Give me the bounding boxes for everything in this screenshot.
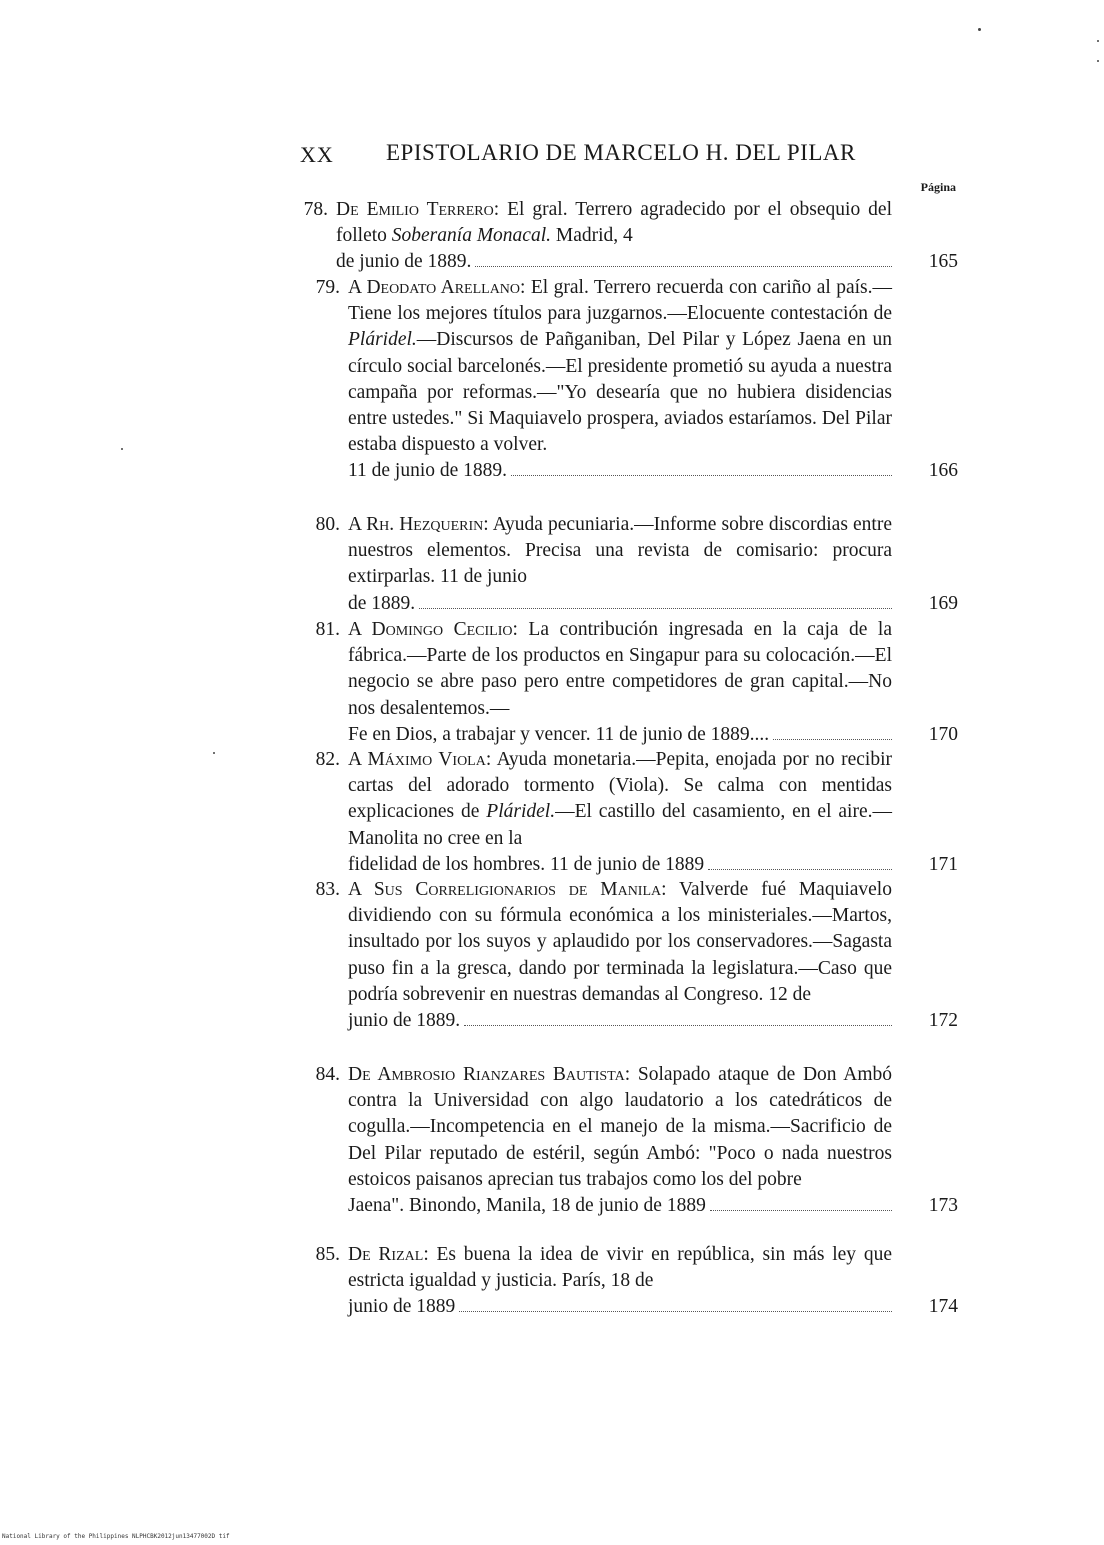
toc-entry [298, 877, 958, 1034]
entry-summary: : Ayuda monetaria.—Pepita, enojada por no recibir cartas del adorado tormento (Viola). Se calma con mentidas explicaciones de [348, 749, 892, 823]
toc-entry [298, 1242, 958, 1321]
entry-direction: De [348, 1064, 378, 1085]
entry-body [348, 877, 892, 1034]
italic-title: Pláridel. [486, 801, 556, 823]
entry-number: 79. [315, 277, 340, 298]
page-number: 165 [928, 251, 958, 273]
entry-date: Jaena". Binondo, Manila, 18 de junio de 1889 [348, 1195, 706, 1217]
entry-body [348, 512, 892, 617]
entry-summary: Madrid, 4 [551, 225, 633, 247]
entry-date: Fe en Dios, a trabajar y vencer. 11 de junio de 1889.... [348, 723, 770, 745]
page-column-label: Página [920, 180, 956, 194]
entry-direction: A [348, 749, 368, 770]
entry-direction: A [348, 514, 367, 535]
entry-number: 85. [315, 1244, 340, 1265]
toc-entry [298, 512, 958, 617]
entry-summary: : La contribución ingresada en la caja de la fábrica.—Parte de los productos en Singapur para su colocación.—El negocio se abre paso pero entre competidores de gran capital.—No nos desalentemos.— [348, 619, 892, 719]
correspondent-name: Ambrosio Rianzares Bautista [377, 1064, 625, 1085]
dot-leader [464, 1025, 892, 1026]
dot-leader [419, 608, 892, 609]
scan-speck [978, 28, 981, 31]
entry-summary: : Valverde fué Maquiavelo dividiendo con su fórmula económica a los ministeriales.—Martos, insultado por los suyos y aplaudido por los conservadores.—Sagasta puso fin a la gresca, dando por terminada la legislatura.—Caso que podría sobrevenir en nuestras demandas al Congreso. 12 de [348, 879, 892, 1005]
entry-last-line [348, 1193, 892, 1219]
entry-body [348, 747, 892, 878]
page-number: 172 [928, 1010, 958, 1032]
entry-summary: —El castillo del casamiento, en el aire.—Manolita no cree en la [348, 801, 892, 849]
entry-last-line [348, 591, 892, 617]
entry-last-line [348, 458, 892, 484]
entry-date: fidelidad de los hombres. 11 de junio de 1889 [348, 853, 705, 875]
entry-direction: A [348, 619, 372, 640]
entry-number: 83. [315, 879, 340, 900]
entry-body [348, 275, 892, 485]
page-number: 171 [928, 853, 958, 875]
running-head [300, 140, 900, 174]
entry-body [336, 197, 892, 276]
correspondent-name: Sus Correligionarios de Manila [373, 879, 662, 900]
entry-date: de junio de 1889. [336, 251, 472, 273]
entry-direction: A [348, 879, 374, 900]
entry-number: 78. [303, 199, 328, 220]
entry-body [348, 617, 892, 748]
toc-entry [298, 617, 958, 748]
entry-direction: A [348, 277, 367, 298]
scan-speck [121, 448, 123, 450]
italic-title: Soberanía Monacal. [391, 225, 552, 247]
entry-summary: : El gral. Terrero agradecido por el obsequio del folleto [336, 199, 892, 247]
entry-number: 84. [315, 1064, 340, 1085]
correspondent-name: Domingo Cecilio [371, 619, 513, 640]
correspondent-name: Rizal [378, 1244, 424, 1265]
entry-number: 82. [315, 749, 340, 770]
toc-entry [298, 197, 958, 276]
toc-entry [298, 275, 958, 485]
library-stamp: National Library of the Philippines NLPHCBK2012jun13477002D tif [2, 1533, 230, 1540]
entry-summary: —Discursos de Pañganiban, Del Pilar y López Jaena en un círculo social barcelonés.—El presidente prometió su ayuda a nuestra campaña por reformas.—"Yo desearía que no hubiera disidencias entre ustedes." Si Maquiavelo prospera, aviados estaríamos. Del Pilar estaba dispuesto a volver. [348, 329, 892, 456]
entry-last-line [348, 1294, 892, 1320]
dot-leader [773, 739, 892, 740]
page-number: 166 [928, 460, 958, 482]
correspondent-name: Rh. Hezquerin [366, 514, 484, 535]
entry-direction: De [336, 199, 367, 220]
scan-speck [1097, 60, 1099, 62]
entry-date: junio de 1889 [348, 1296, 456, 1318]
entry-last-line [348, 722, 892, 748]
entry-last-line [348, 852, 892, 878]
scan-speck [1097, 40, 1099, 42]
scan-speck [213, 752, 215, 754]
dot-leader [708, 869, 892, 870]
page-number: 174 [928, 1296, 958, 1318]
entry-date: 11 de junio de 1889. [348, 460, 508, 482]
dot-leader [459, 1311, 892, 1312]
correspondent-name: Emilio Terrero [366, 199, 494, 220]
entry-direction: De [348, 1244, 379, 1265]
dot-leader [511, 475, 892, 476]
book-title: EPISTOLARIO DE MARCELO H. DEL PILAR [386, 140, 856, 165]
dot-leader [710, 1210, 892, 1211]
entry-last-line [348, 1008, 892, 1034]
correspondent-name: Máximo Viola [367, 749, 486, 770]
entry-summary: : El gral. Terrero recuerda con cariño al país.—Tiene los mejores títulos para juzgarnos.—Elocuente contestación de [348, 277, 892, 325]
entry-number: 81. [315, 619, 340, 640]
entry-date: de 1889. [348, 592, 416, 614]
entry-number: 80. [315, 514, 340, 535]
entry-summary: : Ayuda pecuniaria.—Informe sobre discordias entre nuestros elementos. Precisa una revista de comisario: procura extirparlas. 11 de junio [348, 514, 892, 588]
correspondent-name: Deodato Arellano [366, 277, 521, 298]
page-number: 169 [928, 592, 958, 614]
entry-date: junio de 1889. [348, 1010, 461, 1032]
entry-body [348, 1242, 892, 1321]
dot-leader [475, 266, 892, 267]
entry-summary: : Es buena la idea de vivir en república, sin más ley que estricta igualdad y justicia. París, 18 de [348, 1244, 892, 1292]
page-number: 170 [928, 723, 958, 745]
page-folio: XX [300, 142, 334, 167]
toc-entry [298, 747, 958, 878]
entry-last-line [336, 249, 892, 275]
entry-summary: : Solapado ataque de Don Ambó contra la Universidad con algo laudatorio a los catedráticos de cogulla.—Incompetencia en el manejo de la misma.—Sacrificio de Del Pilar reputado de estéril, según Ambó: "Poco o nada nuestros estoicos paisanos aprecian tus trabajos como los del pobre [348, 1064, 892, 1190]
toc-entry [298, 1062, 958, 1219]
italic-title: Pláridel. [348, 329, 417, 351]
entry-body [348, 1062, 892, 1219]
page-number: 173 [928, 1195, 958, 1217]
